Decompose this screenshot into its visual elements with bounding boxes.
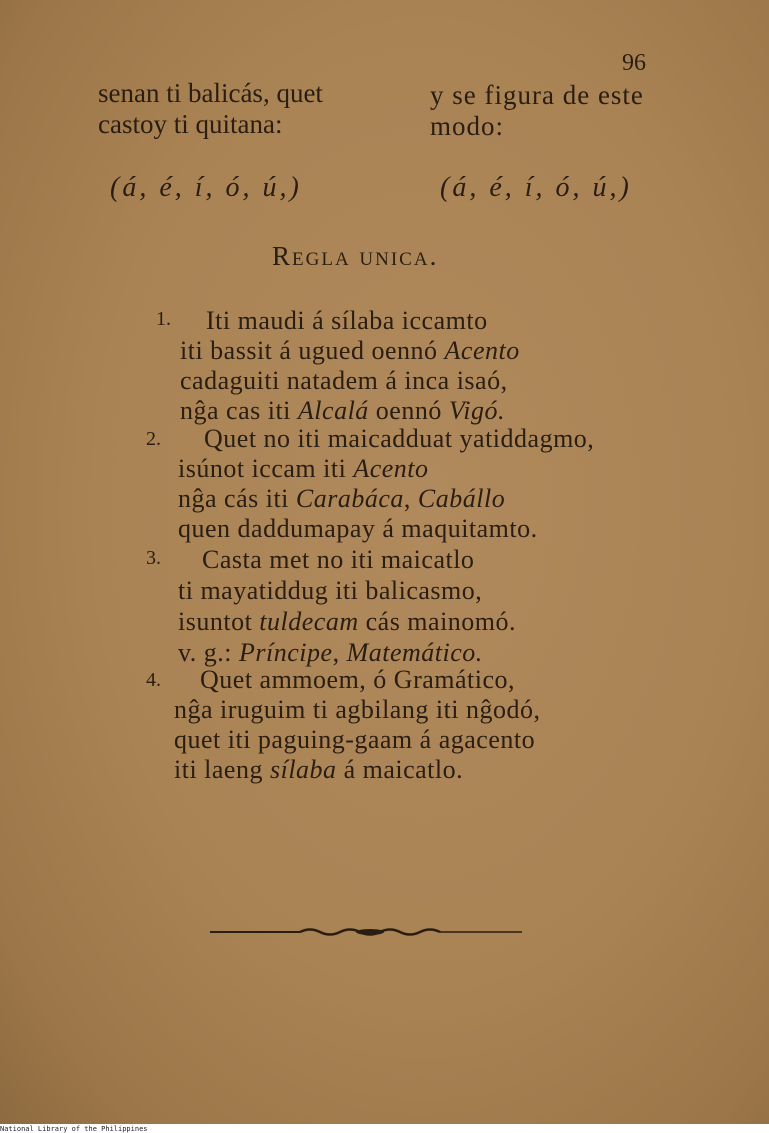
rule-line [178,607,516,637]
rule-line [174,695,541,725]
rule-text: nĝa iruguim ti agbilang iti nĝodó, [174,695,541,724]
accent-examples-right: (á, é, í, ó, ú,) [440,172,632,203]
rule-text: quet iti paguing-gaam á agacento [174,725,536,754]
rule-line [180,366,508,396]
italic-term: Príncipe [239,638,333,667]
rule-text: iti bassit á ugued oennó [180,336,445,365]
rule-number: 4. [146,669,161,691]
italic-term: Alcalá [297,396,369,425]
rule-text: , [332,638,347,667]
rule-line [200,665,515,695]
rule-text: Quet no iti maicadduat yatiddagmo, [204,424,595,453]
rule-line [202,545,474,575]
rule-line [178,514,538,544]
left-column-line-1: senan ti balicás, quet [98,78,323,108]
rule-line [178,576,482,606]
italic-term: Acento [353,454,429,483]
italic-term: sílaba [269,755,337,784]
rule-text: cás mainomó. [358,607,517,636]
rule-number: 2. [146,428,161,450]
rule-line [206,306,488,336]
library-footer: National Library of the Philippines [0,1125,148,1133]
rule-text: Quet ammoem, ó Gramático, [200,665,516,694]
right-column-line-2: modo: [430,111,505,141]
rule-text: cadaguiti natadem á inca isaó, [180,366,508,395]
rule-line [174,725,535,755]
rule-text: Iti maudi á sílaba iccamto [206,306,488,335]
rule-line [178,454,429,484]
rule-line [180,396,505,426]
right-column-line-1: y se figura de este [430,80,644,110]
rule-text: oennó [368,396,449,425]
rule-text: v. g.: [178,638,240,667]
italic-term: Acento [444,336,520,365]
left-column-line-2: castoy ti quitana: [98,109,283,139]
rule-text: nĝa cas iti [180,396,298,425]
page-number: 96 [622,50,646,76]
rule-number: 3. [146,547,161,569]
rule-text: á maicatlo. [336,755,464,784]
rule-text: ti mayatiddug iti balicasmo, [178,576,483,605]
rule-line [204,424,594,454]
accent-examples-left: (á, é, í, ó, ú,) [110,172,302,203]
rule-text: isuntot [178,607,260,636]
section-heading: Regla unica. [272,241,439,271]
italic-term: Cabállo [417,484,506,513]
rule-line [178,638,483,668]
rule-text: quen daddumapay á maquitamto. [178,514,538,543]
rule-line [178,484,505,514]
ornamental-divider [210,925,522,939]
rule-text: isúnot iccam iti [178,454,354,483]
rule-number: 1. [156,308,171,330]
rule-line [180,336,520,366]
rule-text: iti laeng [174,755,270,784]
rule-text: Casta met no iti maicatlo [202,545,475,574]
rule-text: , [403,484,418,513]
italic-term: Matemático. [346,638,483,667]
italic-term: Vigó. [448,396,506,425]
right-column [430,82,644,144]
italic-term: Carabáca [295,484,404,513]
left-column [98,80,323,142]
italic-term: tuldecam [259,607,359,636]
rule-text: nĝa cás iti [178,484,296,513]
rule-line [174,755,463,785]
